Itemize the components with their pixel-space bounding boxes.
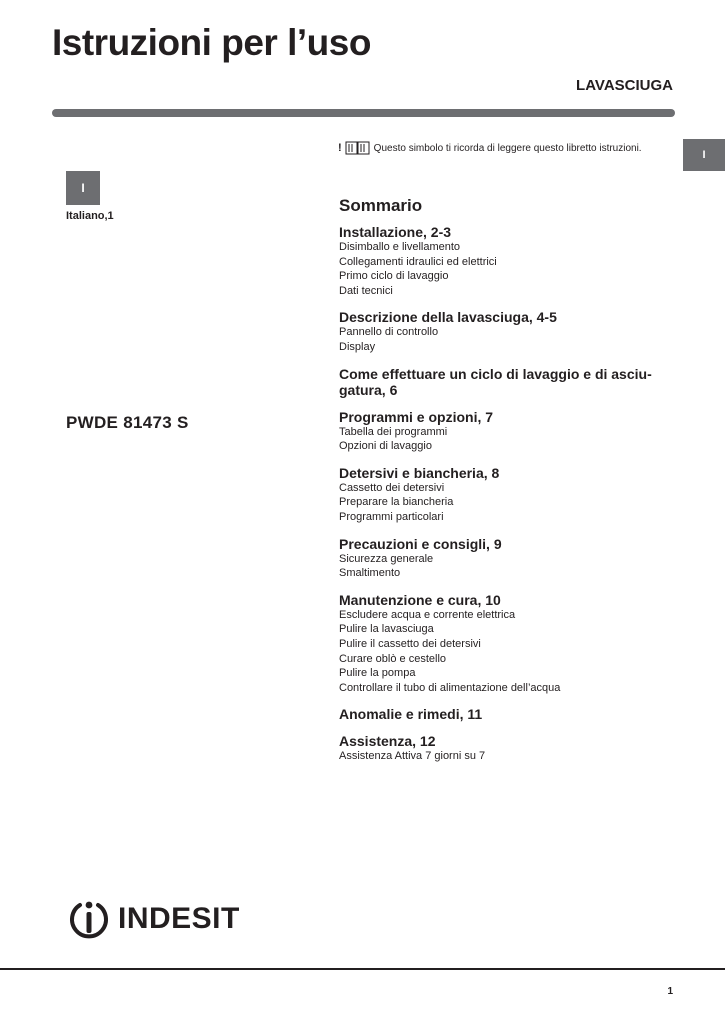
toc-section-heading: Descrizione della lavasciuga, 4-5 [339,309,557,326]
page-title: Istruzioni per l’uso [52,22,371,63]
toc-section [339,366,679,398]
toc-section [339,409,679,454]
toc-section-heading: Manutenzione e cura, 10 [339,591,501,608]
indesit-logo [66,896,240,942]
toc-section-heading: Detersivi e biancheria, 8 [339,464,500,481]
page-number: 1 [667,986,673,997]
brand-name: INDESIT [118,902,240,935]
footer-divider [0,968,725,970]
toc-item: Escludere acqua e corrente elettrica [339,608,516,621]
toc-item: Preparare la biancheria [339,496,454,509]
toc-item: Pannello di controllo [339,326,439,339]
toc-section [339,706,679,722]
toc-item: Opzioni di lavaggio [339,440,432,453]
header-divider [52,109,675,117]
toc-section [339,224,679,298]
toc-item: Cassetto dei detersivi [339,481,445,494]
language-label: Italiano,1 [66,210,114,222]
toc-item: Primo ciclo di lavaggio [339,270,449,283]
toc-item: Sicurezza generale [339,552,434,565]
toc-section-heading: Installazione, 2-3 [339,224,452,240]
toc-section-heading: Anomalie e rimedi, 11 [339,706,483,723]
toc-item: Collegamenti idraulici ed elettrici [339,255,497,268]
toc-section-heading: Programmi e opzioni, 7 [339,408,494,425]
table-of-contents [339,196,679,775]
product-type: LAVASCIUGA [576,77,673,94]
toc-item: Display [339,340,376,353]
model-number: PWDE 81473 S [66,413,189,432]
toc-item: Pulire il cassetto dei detersivi [339,637,481,650]
toc-section-heading: Assistenza, 12 [339,733,436,750]
toc-section [339,465,679,525]
toc-item: Assistenza Attiva 7 giorni su 7 [339,750,486,763]
toc-item: Smaltimento [339,567,401,580]
toc-item: Curare oblò e cestello [339,652,447,665]
manual-book-icon [345,141,371,155]
indesit-logo-icon [66,896,112,942]
toc-item: Programmi particolari [339,510,444,523]
toc-sections [339,224,679,764]
language-side-tab: I [683,139,725,171]
toc-item: Dati tecnici [339,284,393,297]
manual-note [338,141,642,155]
toc-item: Controllare il tubo di alimentazione dell’acqua [339,681,561,694]
toc-item: Pulire la lavasciuga [339,623,434,636]
language-code-box: I [66,171,100,205]
toc-item: Disimballo e livellamento [339,241,461,253]
toc-section [339,733,679,764]
toc-section-heading: Precauzioni e consigli, 9 [339,535,502,552]
toc-title: Sommario [339,196,423,215]
toc-section-heading: Come effettuare un ciclo di lavaggio e di asciu-gatura, 6 [339,365,652,398]
toc-item: Pulire la pompa [339,667,416,680]
toc-section [339,536,679,581]
exclamation-mark: ! [338,142,342,154]
toc-section [339,592,679,696]
toc-item: Tabella dei programmi [339,425,448,438]
toc-section [339,309,679,354]
note-text: Questo simbolo ti ricorda di leggere questo libretto istruzioni. [373,142,642,154]
